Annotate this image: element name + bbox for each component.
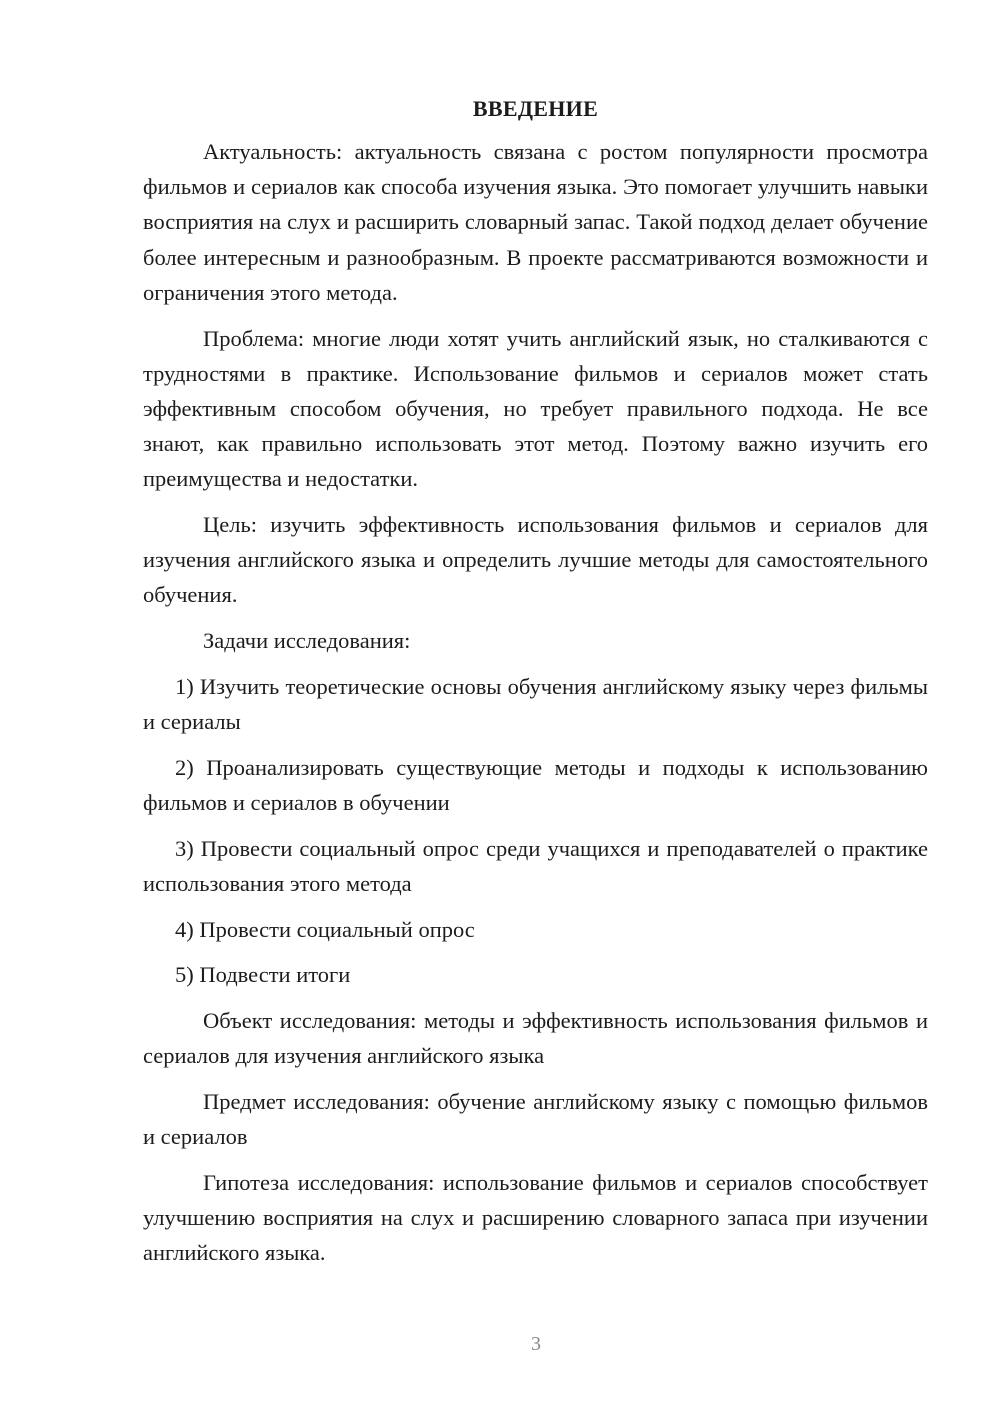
page-number: 3 bbox=[531, 1333, 541, 1355]
document-page bbox=[143, 94, 928, 1270]
paragraph-tasks-heading: Задачи исследования: bbox=[203, 628, 411, 654]
task-item-3: 3) Провести социальный опрос среди учащихся и преподавателей о практике использования этого метода bbox=[143, 835, 928, 896]
paragraph-hypothesis: Гипотеза исследования: использование фильмов и сериалов способствует улучшению восприятия на слух и расширению словарного запаса при изучении английского языка. bbox=[143, 1169, 928, 1266]
paragraph-problem: Проблема: многие люди хотят учить английский язык, но сталкиваются с трудностями в практике. Использование фильмов и сериалов может стать эффективным способом обучения, но требует правильного подхода. Не все знают, как правильно использовать этот метод. Поэтому важно изучить его преимущества и недостатки. bbox=[143, 325, 928, 492]
task-item-4: 4) Провести социальный опрос bbox=[175, 916, 475, 942]
task-item-5: 5) Подвести итоги bbox=[175, 962, 351, 988]
paragraph-object: Объект исследования: методы и эффективность использования фильмов и сериалов для изучения английского языка bbox=[143, 1007, 928, 1069]
task-item-2: 2) Проанализировать существующие методы и подходы к использованию фильмов и сериалов в обучении bbox=[143, 754, 928, 815]
paragraph-subject: Предмет исследования: обучение английскому языку с помощью фильмов и сериалов bbox=[143, 1088, 928, 1150]
paragraph-relevance: Актуальность: актуальность связана с ростом популярности просмотра фильмов и сериалов как способа изучения языка. Это помогает улучшить навыки восприятия на слух и расширить словарный запас. Такой подход делает обучение более интересным и разнообразным. В проекте рассматриваются возможности и ограничения этого метода. bbox=[143, 139, 928, 305]
paragraph-goal: Цель: изучить эффективность использования фильмов и сериалов для изучения английского языка и определить лучшие методы для самостоятельного обучения. bbox=[143, 512, 928, 608]
task-item-1: 1) Изучить теоретические основы обучения английскому языку через фильмы и сериалы bbox=[143, 673, 928, 735]
page-title: ВВЕДЕНИЕ bbox=[472, 96, 599, 121]
